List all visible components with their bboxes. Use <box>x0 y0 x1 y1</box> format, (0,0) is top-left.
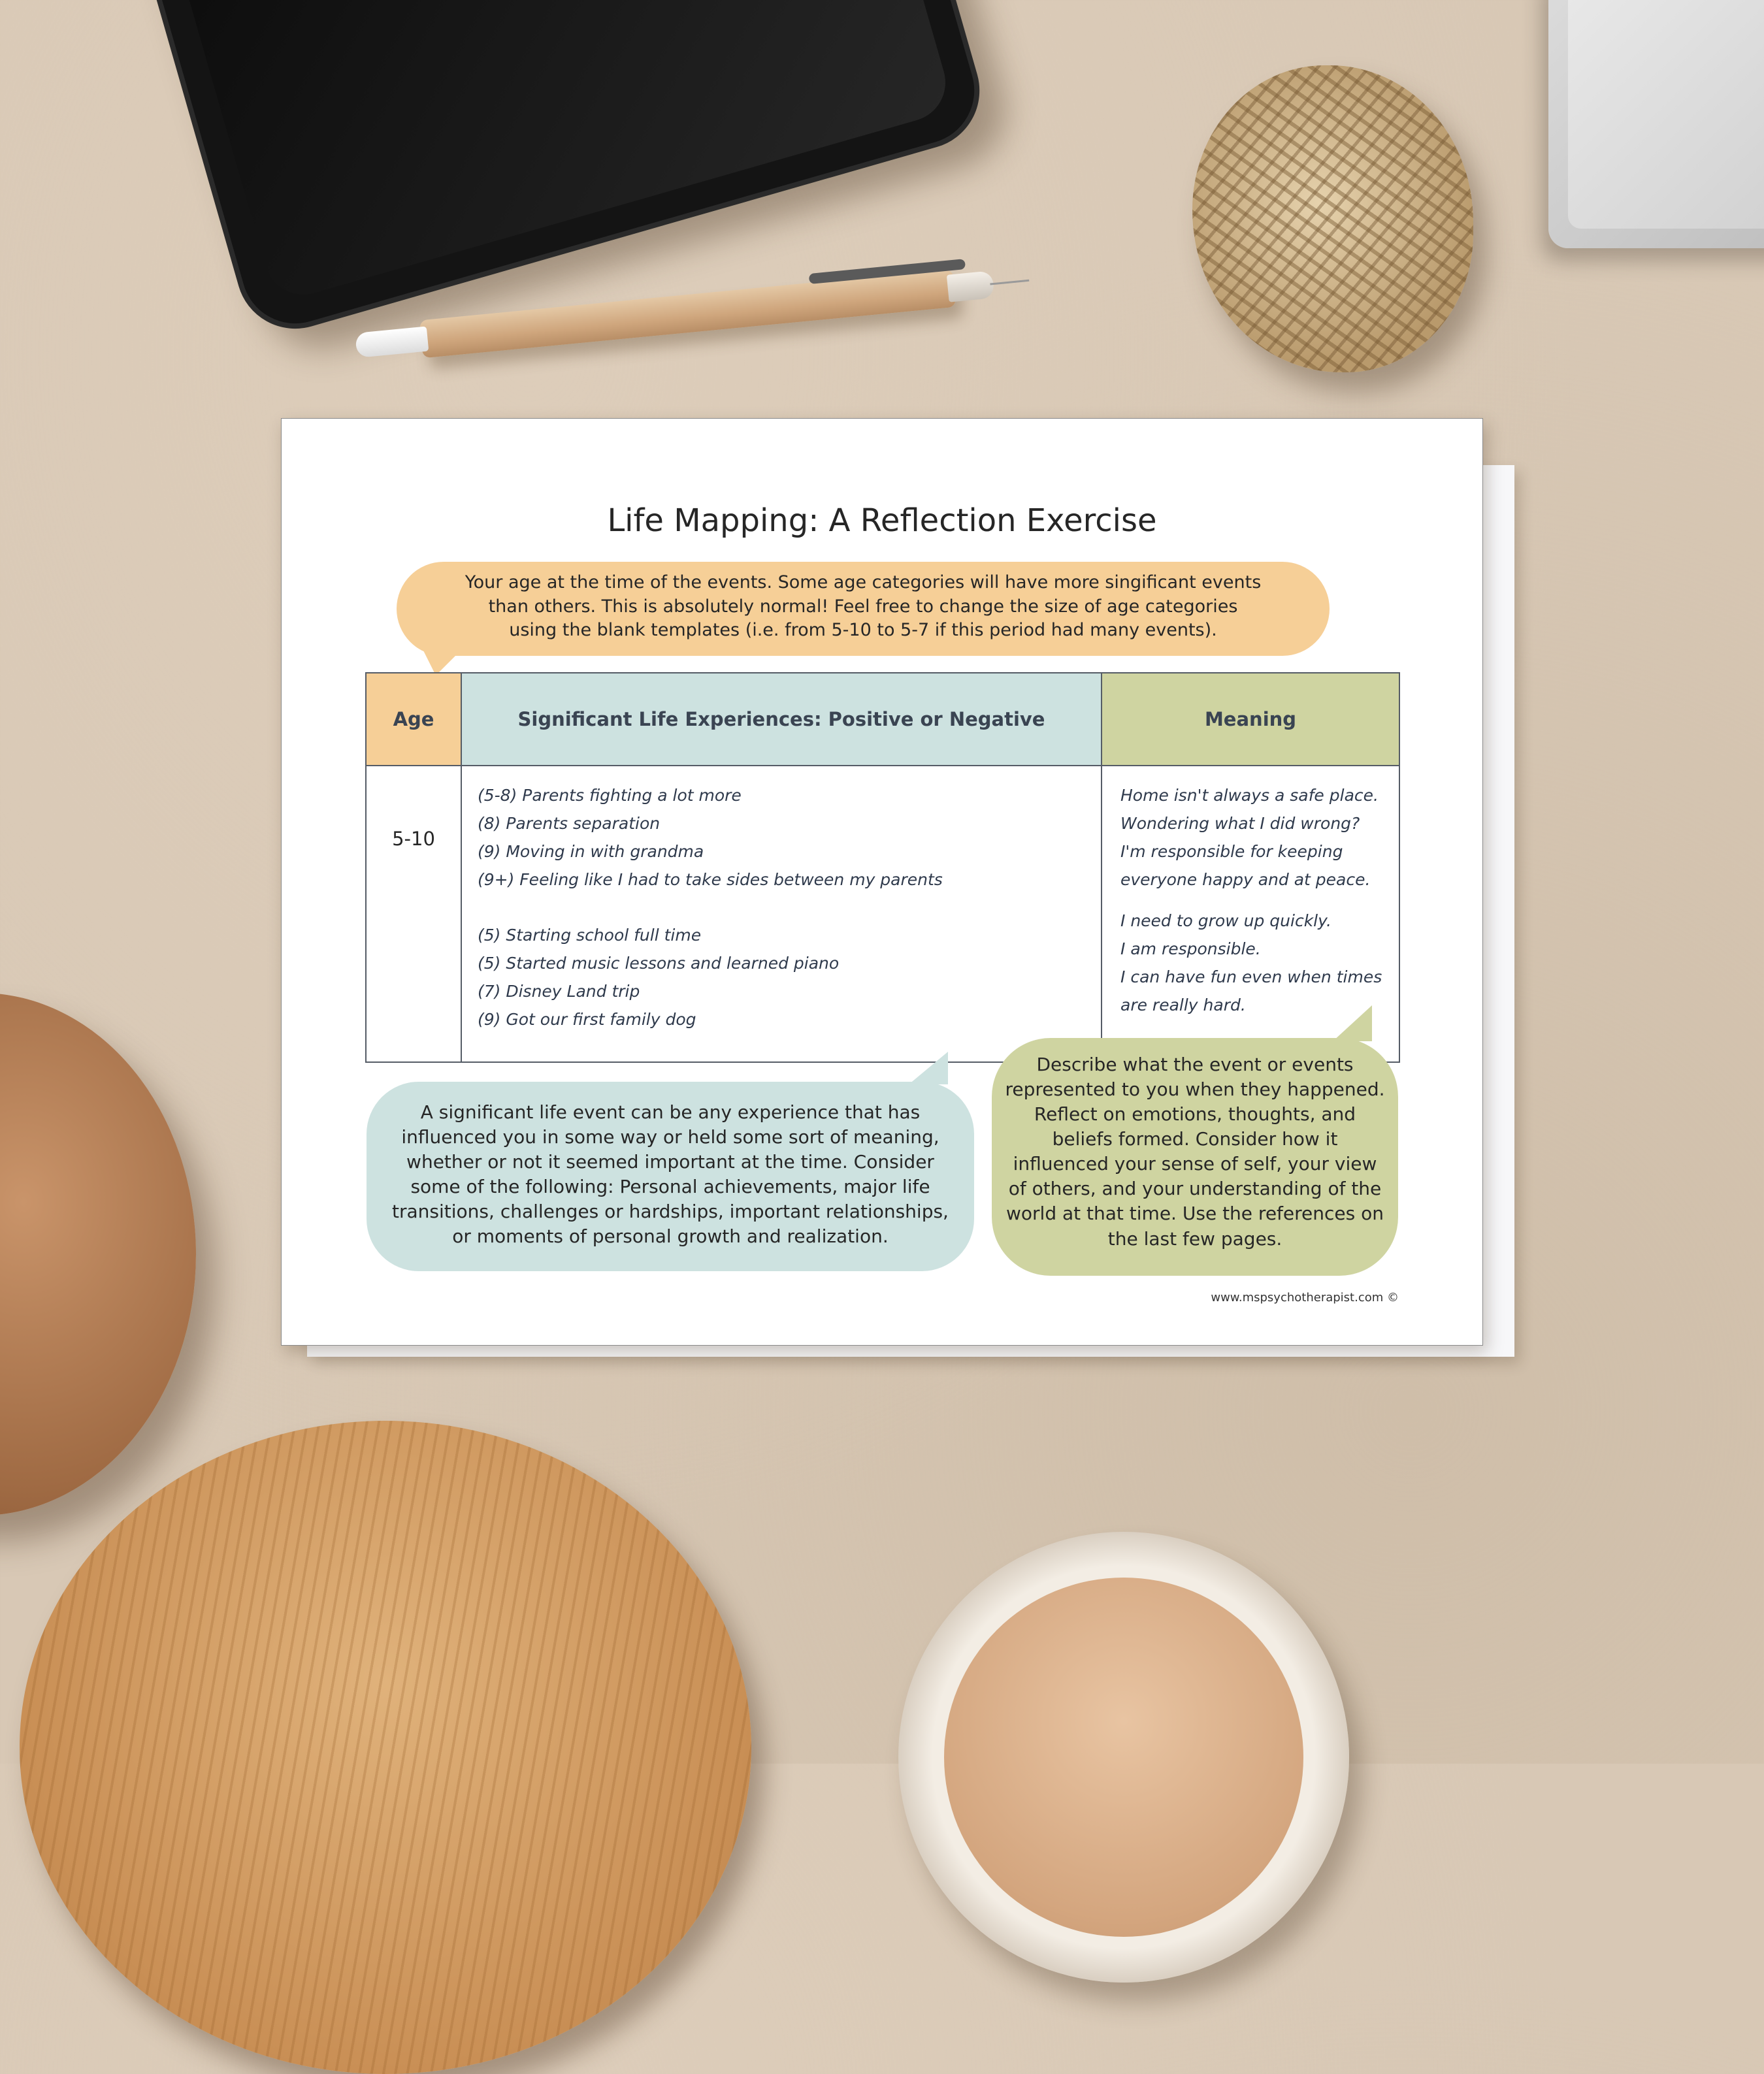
list-item: I'm responsible for keeping <box>1120 842 1343 861</box>
meaning-note-text: Describe what the event or events represented to you when they happened. Reflect on emotions, thoughts, and beliefs formed. Consider how it influenced your sense of self, your view of others, and your understanding of the world at that time. Use the references on the last few pages. <box>1005 1054 1385 1250</box>
list-item: (9) Moving in with grandma <box>478 842 704 861</box>
worksheet-page <box>281 418 1483 1346</box>
list-item: (5) Started music lessons and learned piano <box>478 954 840 973</box>
list-item: Wondering what I did wrong? <box>1120 814 1360 833</box>
list-item: Home isn't always a safe place. <box>1120 786 1379 805</box>
laptop-corner <box>1548 0 1764 248</box>
wooden-board <box>20 1421 751 2074</box>
meaning-header: Meaning <box>1102 673 1399 766</box>
list-item: (9+) Feeling like I had to take sides between my parents <box>478 870 943 889</box>
footer-website: www.mspsychotherapist.com © <box>1211 1291 1399 1304</box>
event-note-bubble <box>367 1082 974 1271</box>
events-group-1 <box>478 781 943 894</box>
list-item: I can have fun even when times <box>1120 967 1382 986</box>
page-title: Life Mapping: A Reflection Exercise <box>607 502 1157 539</box>
meaning-group-2 <box>1120 907 1395 1019</box>
events-group-2 <box>478 921 943 1033</box>
list-item: (7) Disney Land trip <box>478 982 640 1001</box>
events-column <box>462 673 1102 1061</box>
age-note-bubble <box>397 562 1330 656</box>
meaning-group-1 <box>1120 781 1395 894</box>
list-item: (9) Got our first family dog <box>478 1010 696 1029</box>
event-note-text: A significant life event can be any experience that has influenced you in some way or held some sort of meaning, whether or not it seemed important at the time. Consider some of the following: Personal achievements, major life transitions, challenges or hardships, important relationships, or moments of personal growth and realization. <box>392 1101 949 1248</box>
list-item: are really hard. <box>1120 996 1246 1014</box>
list-item: (8) Parents separation <box>478 814 661 833</box>
meaning-list <box>1120 781 1395 1019</box>
age-value: 5-10 <box>392 828 435 850</box>
list-item: (5) Starting school full time <box>478 926 702 945</box>
meaning-note-bubble <box>992 1038 1398 1276</box>
life-map-table <box>365 672 1400 1063</box>
list-item: everyone happy and at peace. <box>1120 870 1371 889</box>
list-item: I am responsible. <box>1120 939 1261 958</box>
list-item: (5-8) Parents fighting a lot more <box>478 786 742 805</box>
coffee-cup <box>898 1532 1349 1983</box>
events-list <box>478 781 943 1033</box>
age-note-text: Your age at the time of the events. Some age categories will have more singificant events than others. This is absolutely normal! Feel free to change the size of age categories using the blank templates (i.e. from 5-10 to 5-7 if this period had many events). <box>465 572 1262 641</box>
wooden-bowl <box>0 993 196 1515</box>
events-header: Significant Life Experiences: Positive or Negative <box>462 673 1101 766</box>
list-item: I need to grow up quickly. <box>1120 911 1331 930</box>
meaning-column <box>1102 673 1399 1061</box>
age-header: Age <box>367 673 461 766</box>
twine-ball <box>1192 65 1473 372</box>
age-column <box>367 673 462 1061</box>
